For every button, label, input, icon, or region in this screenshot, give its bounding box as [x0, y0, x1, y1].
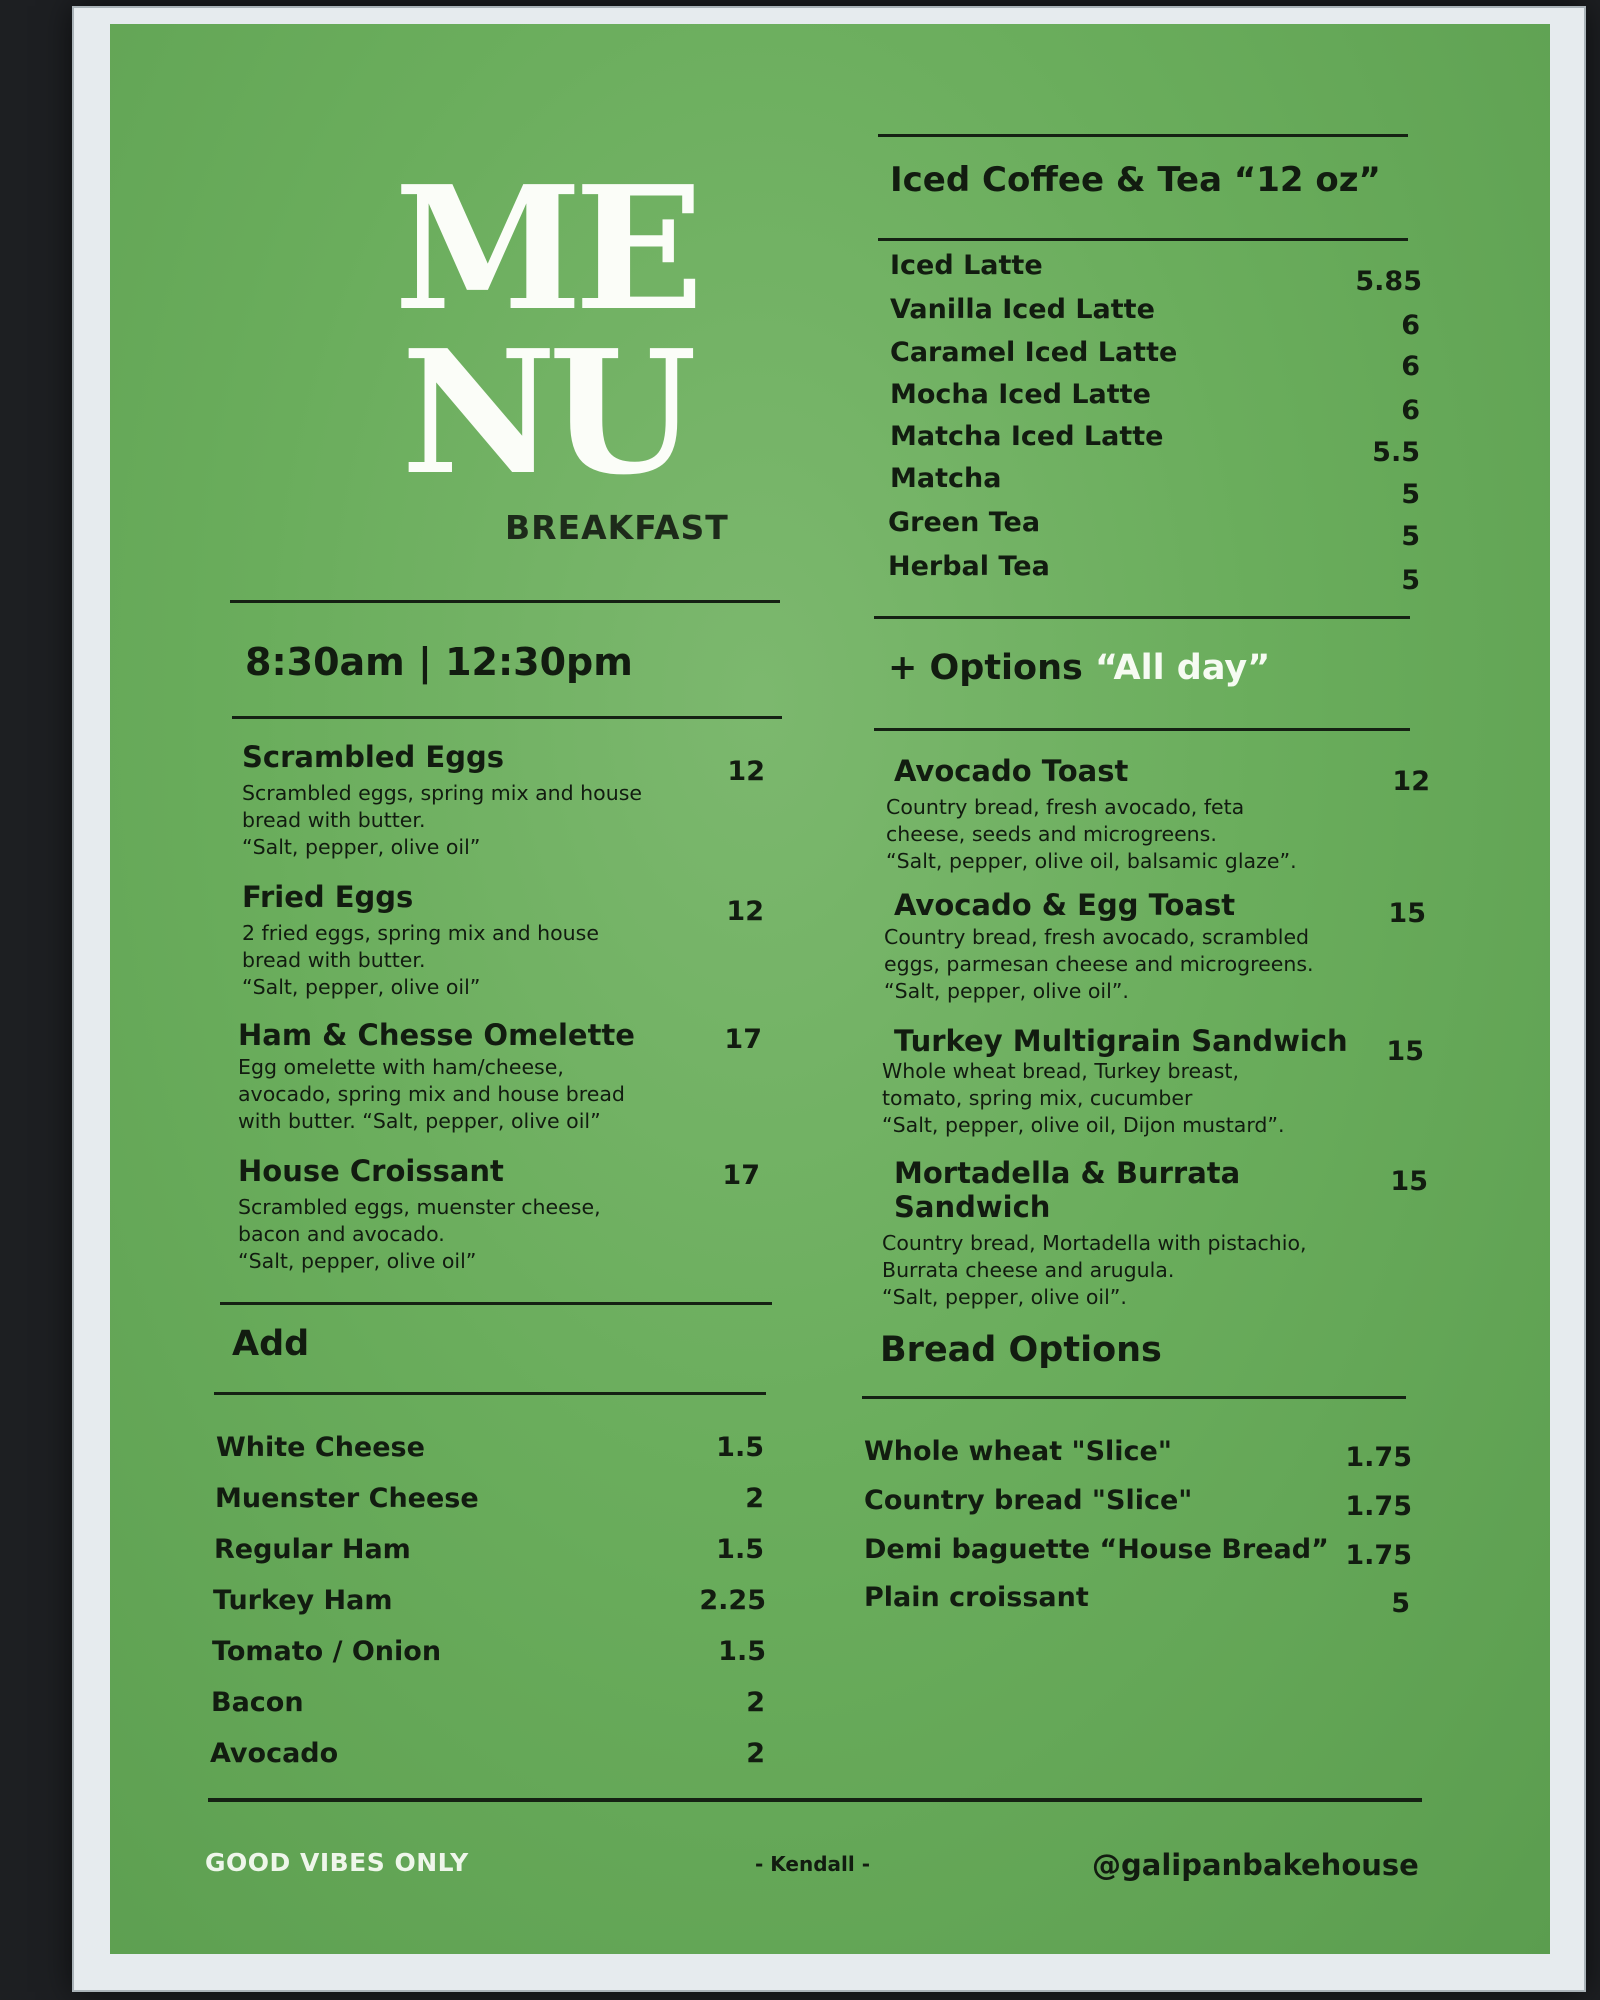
menu-logo [360, 149, 730, 513]
bread-price: 5 [1391, 1588, 1410, 1619]
item-description [238, 1194, 738, 1275]
menu-item [238, 1018, 738, 1135]
item-price: 12 [727, 756, 765, 787]
desc-line: “Salt, pepper, olive oil” [242, 835, 481, 859]
bread-name: Demi baguette “House Bread” [864, 1534, 1329, 1565]
add-name: Regular Ham [214, 1534, 411, 1565]
divider [862, 1396, 1406, 1399]
item-name: House Croissant [238, 1154, 504, 1188]
desc-line: “Salt, pepper, olive oil, Dijon mustard”. [882, 1113, 1285, 1137]
desc-line: bacon and avocado. [238, 1222, 445, 1246]
coffee-price: 6 [1401, 395, 1420, 426]
add-row [212, 1636, 766, 1667]
desc-line: bread with butter. [242, 948, 426, 972]
divider [878, 134, 1408, 137]
add-price: 2.25 [699, 1585, 766, 1616]
section-title-add: Add [232, 1324, 310, 1364]
menu-card [110, 24, 1550, 1954]
desc-line: “Salt, pepper, olive oil, balsamic glaze”. [886, 849, 1297, 873]
item-name: Turkey Multigrain Sandwich [894, 1024, 1348, 1058]
item-price: 12 [726, 896, 764, 927]
coffee-price: 5 [1401, 565, 1420, 596]
add-price: 2 [746, 1738, 765, 1769]
bread-row [864, 1534, 1412, 1571]
add-price: 1.5 [718, 1636, 766, 1667]
menu-item [882, 1156, 1402, 1311]
add-price: 2 [746, 1687, 765, 1718]
coffee-name: Herbal Tea [888, 551, 1050, 582]
bread-price: 1.75 [1345, 1540, 1412, 1571]
item-description [242, 920, 722, 1001]
options-all-day: “All day” [1095, 648, 1271, 688]
item-name: Fried Eggs [242, 880, 414, 914]
add-name: Muenster Cheese [215, 1483, 479, 1514]
bread-name: Plain croissant [864, 1582, 1089, 1613]
divider [232, 716, 782, 719]
add-name: Tomato / Onion [212, 1636, 442, 1667]
coffee-row [890, 294, 1420, 341]
bread-price: 1.75 [1345, 1442, 1412, 1473]
section-title-bread: Bread Options [880, 1330, 1162, 1370]
item-name: Scrambled Eggs [242, 740, 504, 774]
coffee-name: Green Tea [888, 507, 1041, 538]
add-price: 1.5 [716, 1432, 764, 1463]
divider [214, 1392, 766, 1395]
coffee-price: 5.5 [1372, 437, 1420, 468]
desc-line: Scrambled eggs, muenster cheese, [238, 1195, 601, 1219]
add-row [211, 1687, 765, 1718]
desc-line: with butter. “Salt, pepper, olive oil” [238, 1109, 601, 1133]
desc-line: “Salt, pepper, olive oil” [238, 1249, 477, 1273]
coffee-row [890, 463, 1420, 510]
desc-line: eggs, parmesan cheese and microgreens. [884, 952, 1314, 976]
coffee-name: Mocha Iced Latte [890, 379, 1151, 410]
desc-line: Country bread, fresh avocado, scrambled [884, 925, 1310, 949]
desc-line: avocado, spring mix and house bread [238, 1082, 625, 1106]
coffee-name: Matcha [890, 463, 1002, 494]
item-description [238, 1054, 738, 1135]
hours: 8:30am | 12:30pm [245, 640, 633, 684]
add-price: 1.5 [716, 1534, 764, 1565]
desc-line: Whole wheat bread, Turkey breast, [882, 1059, 1239, 1083]
add-row [213, 1585, 766, 1616]
bread-price: 1.75 [1345, 1491, 1412, 1522]
logo-subtitle: BREAKFAST [505, 508, 729, 547]
bread-row [864, 1485, 1412, 1522]
item-name: Avocado & Egg Toast [894, 888, 1236, 922]
menu-item [242, 740, 722, 861]
menu-item [884, 888, 1404, 1005]
item-name: Avocado Toast [894, 754, 1129, 788]
section-title-coffee: Iced Coffee & Tea “12 oz” [890, 160, 1381, 200]
desc-line: Country bread, Mortadella with pistachio, [882, 1231, 1307, 1255]
coffee-price: 5 [1401, 521, 1420, 552]
item-description [882, 1230, 1402, 1311]
desc-line: Country bread, fresh avocado, feta [886, 795, 1245, 819]
options-title: + Options [888, 648, 1083, 688]
item-description [886, 794, 1406, 875]
coffee-row [890, 421, 1420, 468]
footer-tagline: GOOD VIBES ONLY [205, 1848, 469, 1877]
menu-item [242, 880, 722, 1001]
coffee-price: 6 [1401, 351, 1420, 382]
add-name: Turkey Ham [213, 1585, 393, 1616]
divider [230, 600, 780, 603]
item-price: 15 [1388, 898, 1426, 929]
bread-row [864, 1582, 1410, 1619]
menu-item [886, 754, 1406, 875]
menu-item [238, 1154, 738, 1275]
coffee-name: Iced Latte [890, 250, 1043, 281]
item-price: 17 [724, 1024, 762, 1055]
desc-line: “Salt, pepper, olive oil”. [882, 1285, 1127, 1309]
coffee-row [890, 250, 1422, 297]
bread-row [864, 1436, 1412, 1473]
item-description [242, 780, 722, 861]
add-name: Avocado [210, 1738, 339, 1769]
add-name: White Cheese [216, 1432, 425, 1463]
item-price: 15 [1386, 1036, 1424, 1067]
divider [874, 728, 1410, 731]
divider [220, 1302, 772, 1305]
desc-line: “Salt, pepper, olive oil”. [884, 979, 1129, 1003]
divider [878, 238, 1408, 241]
bread-name: Whole wheat "Slice" [864, 1436, 1172, 1467]
divider [874, 616, 1410, 619]
add-row [216, 1432, 764, 1463]
item-name: Mortadella & Burrata Sandwich [894, 1156, 1241, 1224]
coffee-name: Vanilla Iced Latte [890, 294, 1155, 325]
desc-line: Egg omelette with ham/cheese, [238, 1055, 564, 1079]
footer-location: - Kendall - [755, 1852, 870, 1876]
coffee-row [888, 507, 1420, 552]
item-description [882, 1058, 1402, 1139]
coffee-row [888, 551, 1420, 596]
coffee-row [890, 337, 1420, 382]
desc-line: 2 fried eggs, spring mix and house [242, 921, 599, 945]
add-row [210, 1738, 765, 1769]
section-title-options [888, 648, 1270, 688]
desc-line: Burrata cheese and arugula. [882, 1258, 1175, 1282]
item-price: 15 [1390, 1166, 1428, 1197]
logo-line-2: NU [401, 313, 689, 513]
item-price: 17 [722, 1160, 760, 1191]
add-row [215, 1483, 764, 1514]
desc-line: Scrambled eggs, spring mix and house [242, 781, 643, 805]
footer-divider [208, 1798, 1422, 1802]
coffee-row [890, 379, 1420, 426]
menu-item [882, 1024, 1402, 1139]
item-name: Ham & Chesse Omelette [238, 1018, 635, 1052]
desc-line: “Salt, pepper, olive oil” [242, 975, 481, 999]
footer-handle: @galipanbakehouse [1092, 1848, 1419, 1882]
logo-line-1: ME [394, 149, 696, 349]
coffee-price: 6 [1401, 310, 1420, 341]
add-row [214, 1534, 764, 1565]
add-price: 2 [745, 1483, 764, 1514]
desc-line: tomato, spring mix, cucumber [882, 1086, 1193, 1110]
desc-line: bread with butter. [242, 808, 426, 832]
coffee-price: 5 [1401, 479, 1420, 510]
bread-name: Country bread "Slice" [864, 1485, 1193, 1516]
desc-line: cheese, seeds and microgreens. [886, 822, 1217, 846]
coffee-name: Matcha Iced Latte [890, 421, 1164, 452]
add-name: Bacon [211, 1687, 304, 1718]
coffee-price: 5.85 [1355, 266, 1422, 297]
item-price: 12 [1392, 766, 1430, 797]
coffee-name: Caramel Iced Latte [890, 337, 1178, 368]
item-description [884, 924, 1404, 1005]
